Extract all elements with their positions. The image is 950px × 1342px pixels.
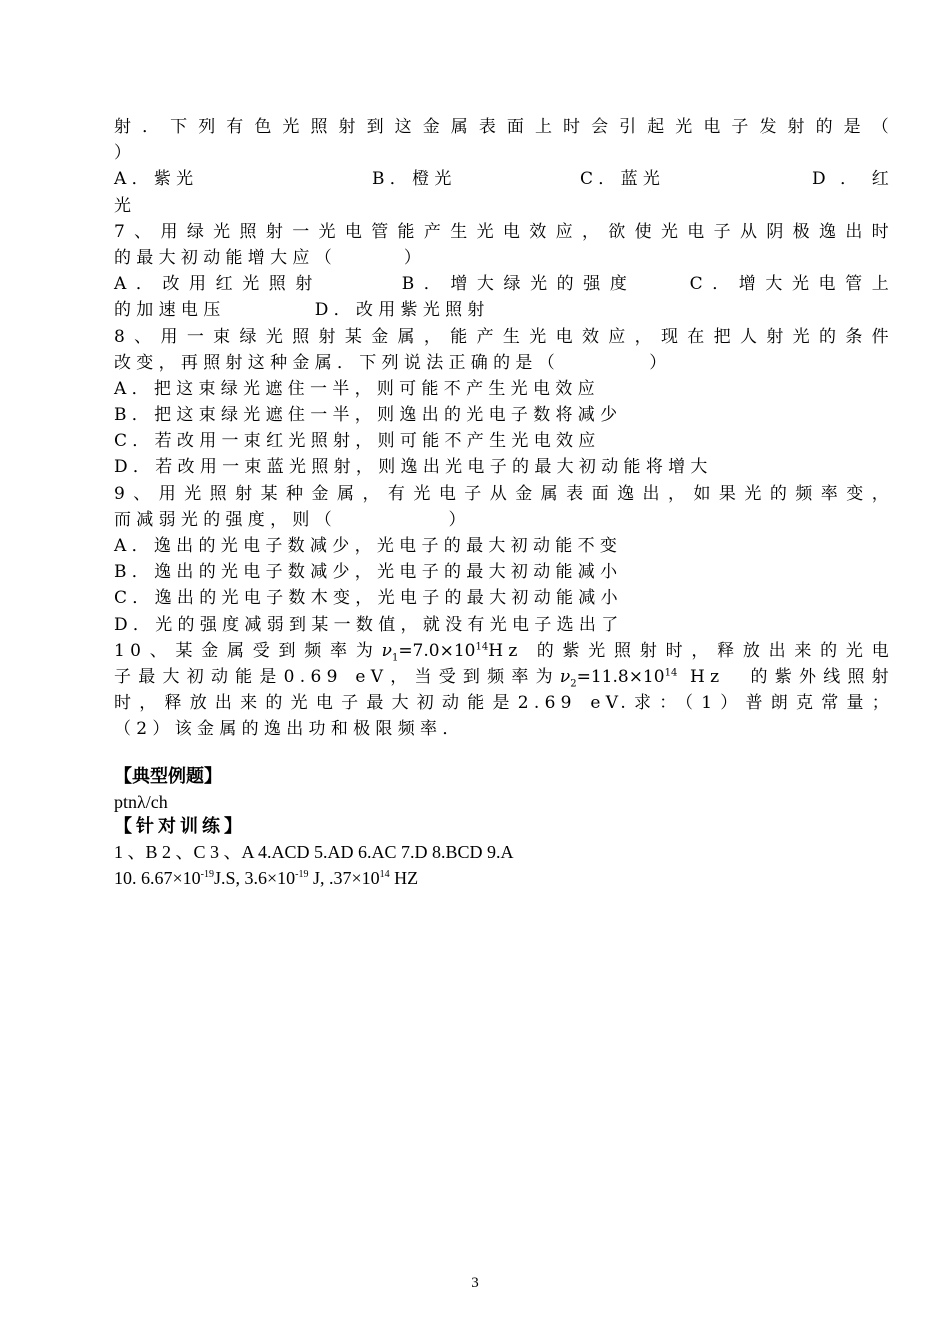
text-line: 光 bbox=[114, 195, 137, 216]
superscript: -19 bbox=[200, 868, 214, 880]
answer-line: 1 、B 2 、C 3 、A 4.ACD 5.AD 6.AC 7.D 8.BCD 9.A bbox=[114, 841, 514, 862]
q9-line: 而减弱光的强度，则（ ） bbox=[114, 509, 471, 530]
q9-option-b: B．逸出的光电子数减少，光电子的最大初动能减小 bbox=[114, 562, 623, 583]
example-answer: ptnλ/ch bbox=[114, 791, 168, 812]
q10-line: 时，释放出来的光电子最大初动能是2.69 eV.求：（1）普朗克常量； bbox=[114, 693, 894, 714]
q8-line: 8、用一束绿光照射某金属，能产生光电效应，现在把人射光的条件 bbox=[114, 326, 894, 347]
superscript: 14 bbox=[475, 641, 489, 653]
q10-text: Hz 的紫外线照射 bbox=[677, 666, 894, 687]
q7-line: 的加速电压 D．改用紫光照射 bbox=[114, 300, 490, 321]
superscript: 14 bbox=[379, 868, 390, 880]
answer-line bbox=[114, 865, 894, 891]
subscript: 1 bbox=[391, 652, 399, 664]
superscript: -19 bbox=[295, 868, 309, 880]
q10-text: 子最大初动能是0.69 eV，当受到频率为 bbox=[114, 666, 560, 687]
answer-text: HZ bbox=[389, 867, 419, 888]
q7-line: 的最大初动能增大应（ ） bbox=[114, 247, 427, 268]
q7-line: A．改用红光照射 B．增大绿光的强度 C．增大光电管上 bbox=[114, 274, 894, 295]
q10-value: =11.8×10 bbox=[576, 666, 665, 687]
q10-line bbox=[114, 664, 894, 690]
option-b: B．橙光 bbox=[372, 169, 457, 190]
option-a: A．紫光 bbox=[114, 169, 199, 190]
page-number: 3 bbox=[471, 1275, 479, 1291]
q9-option-d: D．光的强度减弱到某一数值，就没有光电子选出了 bbox=[114, 614, 624, 635]
answer-text: J, .37×10 bbox=[308, 867, 380, 888]
subscript: 2 bbox=[570, 678, 577, 690]
q9-option-c: C．逸出的光电子数木变，光电子的最大初动能减小 bbox=[114, 588, 623, 609]
q8-line: 改变，再照射这种金属．下列说法正确的是（ ） bbox=[114, 352, 672, 373]
answer-text: 10. 6.67×10 bbox=[114, 867, 201, 888]
section-heading-training: 【针对训练】 bbox=[114, 815, 246, 837]
nu-symbol: ν bbox=[559, 666, 571, 687]
section-heading-examples: 【典型例题】 bbox=[114, 765, 222, 787]
q10-line: （2）该金属的逸出功和极限频率． bbox=[114, 719, 465, 740]
q8-option-a: A．把这束绿光遮住一半，则可能不产生光电效应 bbox=[114, 378, 600, 399]
q7-line: 7、用绿光照射一光电管能产生光电效应，欲使光电子从阴极逸出时 bbox=[114, 221, 894, 242]
option-d: D．红 bbox=[812, 169, 894, 190]
q8-option-b: B．把这束绿光遮住一半，则逸出的光电子数将减少 bbox=[114, 405, 623, 426]
q9-option-a: A．逸出的光电子数减少，光电子的最大初动能不变 bbox=[114, 536, 623, 556]
q10-value: =7.0×10 bbox=[398, 640, 476, 661]
q8-option-d: D．若改用一束蓝光照射，则逸出光电子的最大初动能将增大 bbox=[114, 457, 713, 478]
q10-text: Hz 的紫光照射时，释放出来的光电 bbox=[488, 640, 894, 661]
text-line: 射．下列有色光照射到这金属表面上时会引起光电子发射的是（ bbox=[114, 117, 894, 137]
nu-symbol: ν bbox=[381, 640, 392, 661]
text-line: ） bbox=[114, 143, 137, 164]
q10-text: 10、某金属受到频率为 bbox=[114, 640, 382, 661]
superscript: 14 bbox=[664, 667, 678, 679]
document-body bbox=[114, 114, 894, 891]
answer-text: J.S, 3.6×10 bbox=[214, 867, 296, 888]
q9-line: 9、用光照射某种金属，有光电子从金属表面逸出，如果光的频率变， bbox=[114, 483, 894, 504]
q10-line bbox=[114, 638, 894, 664]
option-c: C．蓝光 bbox=[580, 169, 666, 190]
q8-option-c: C．若改用一束红光照射，则可能不产生光电效应 bbox=[114, 431, 601, 452]
q6-options bbox=[114, 166, 894, 192]
